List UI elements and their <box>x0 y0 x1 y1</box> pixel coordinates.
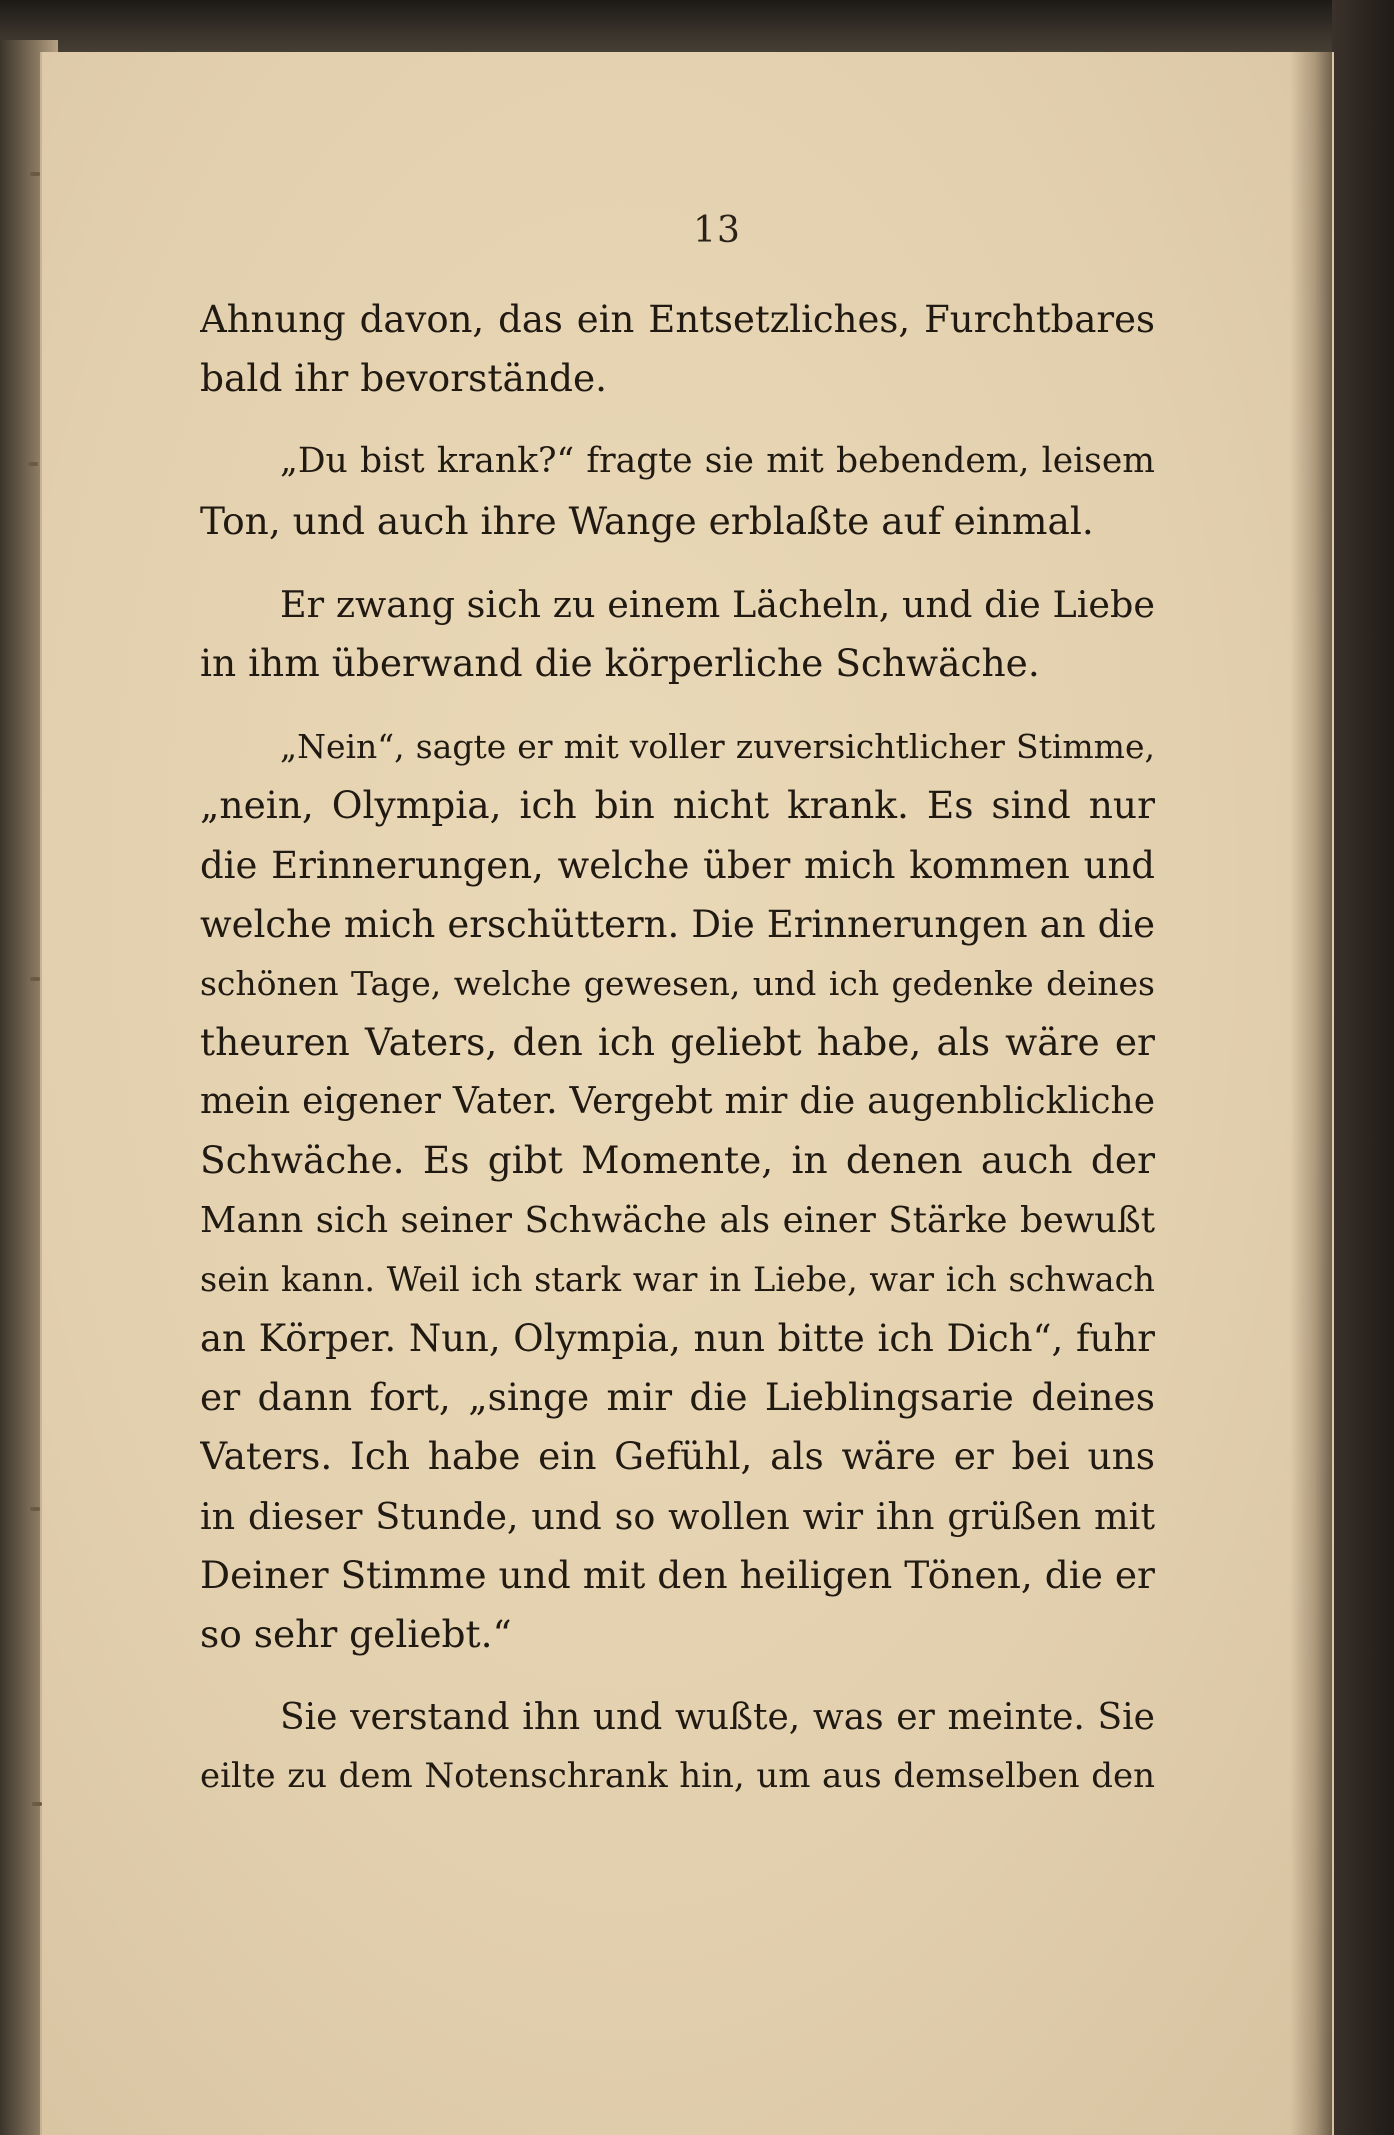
text-line: Ton, und auch ihre Wange erblaßte auf einmal. <box>200 498 1094 543</box>
text-line: in dieser Stunde, und so wollen wir ihn grüßen mit <box>200 1494 1155 1538</box>
text-line: mein eigener Vater. Vergebt mir die augenblickliche <box>200 1081 1155 1123</box>
margin-mark <box>28 462 38 466</box>
text-line: die Erinnerungen, welche über mich kommen und <box>200 843 1155 887</box>
margin-mark <box>30 172 40 176</box>
text-line: Mann sich seiner Schwäche als einer Stärke bewußt <box>200 1199 1155 1241</box>
text-line: Sie verstand ihn und wußte, was er meinte. Sie <box>280 1697 1155 1739</box>
text-line: sein kann. Weil ich stark war in Liebe, war ich schwach <box>200 1259 1155 1299</box>
text-line: eilte zu dem Notenschrank hin, um aus demselben den <box>200 1756 1155 1797</box>
margin-mark <box>32 1802 42 1806</box>
text-line: „Du bist krank?“ fragte sie mit bebendem, leisem <box>280 441 1155 482</box>
text-line: in ihm überwand die körperliche Schwäche. <box>200 640 1040 685</box>
text-line: Ahnung davon, das ein Entsetzliches, Furchtbares <box>200 298 1155 341</box>
text-line: „nein, Olympia, ich bin nicht krank. Es sind nur <box>200 783 1155 828</box>
page-shadow <box>1290 52 1332 2135</box>
margin-mark <box>30 977 40 981</box>
text-line: an Körper. Nun, Olympia, nun bitte ich Dich“, fuhr <box>200 1317 1155 1360</box>
cover-edge <box>1332 0 1394 2135</box>
margin-mark <box>30 1507 40 1511</box>
text-line: Er zwang sich zu einem Lächeln, und die Liebe <box>280 582 1155 626</box>
text-line: er dann fort, „singe mir die Lieblingsarie deines <box>200 1375 1155 1420</box>
binding-strip <box>0 0 1394 58</box>
text-line: Vaters. Ich habe ein Gefühl, als wäre er bei uns <box>200 1434 1155 1479</box>
text-line: „Nein“, sagte er mit voller zuversichtlicher Stimme, <box>280 727 1155 767</box>
text-line: Deiner Stimme und mit den heiligen Tönen, die er <box>200 1552 1155 1597</box>
page-text <box>200 290 1155 1807</box>
page-number: 13 <box>693 210 741 251</box>
text-line: bald ihr bevorstände. <box>200 356 608 401</box>
text-line: Schwäche. Es gibt Momente, in denen auch der <box>200 1138 1155 1183</box>
text-line: so sehr geliebt.“ <box>200 1611 512 1656</box>
text-line: schönen Tage, welche gewesen, und ich gedenke deines <box>200 963 1155 1003</box>
text-line: theuren Vaters, den ich geliebt habe, als wäre er <box>200 1020 1155 1065</box>
text-line: welche mich erschüttern. Die Erinnerungen an die <box>200 902 1155 946</box>
